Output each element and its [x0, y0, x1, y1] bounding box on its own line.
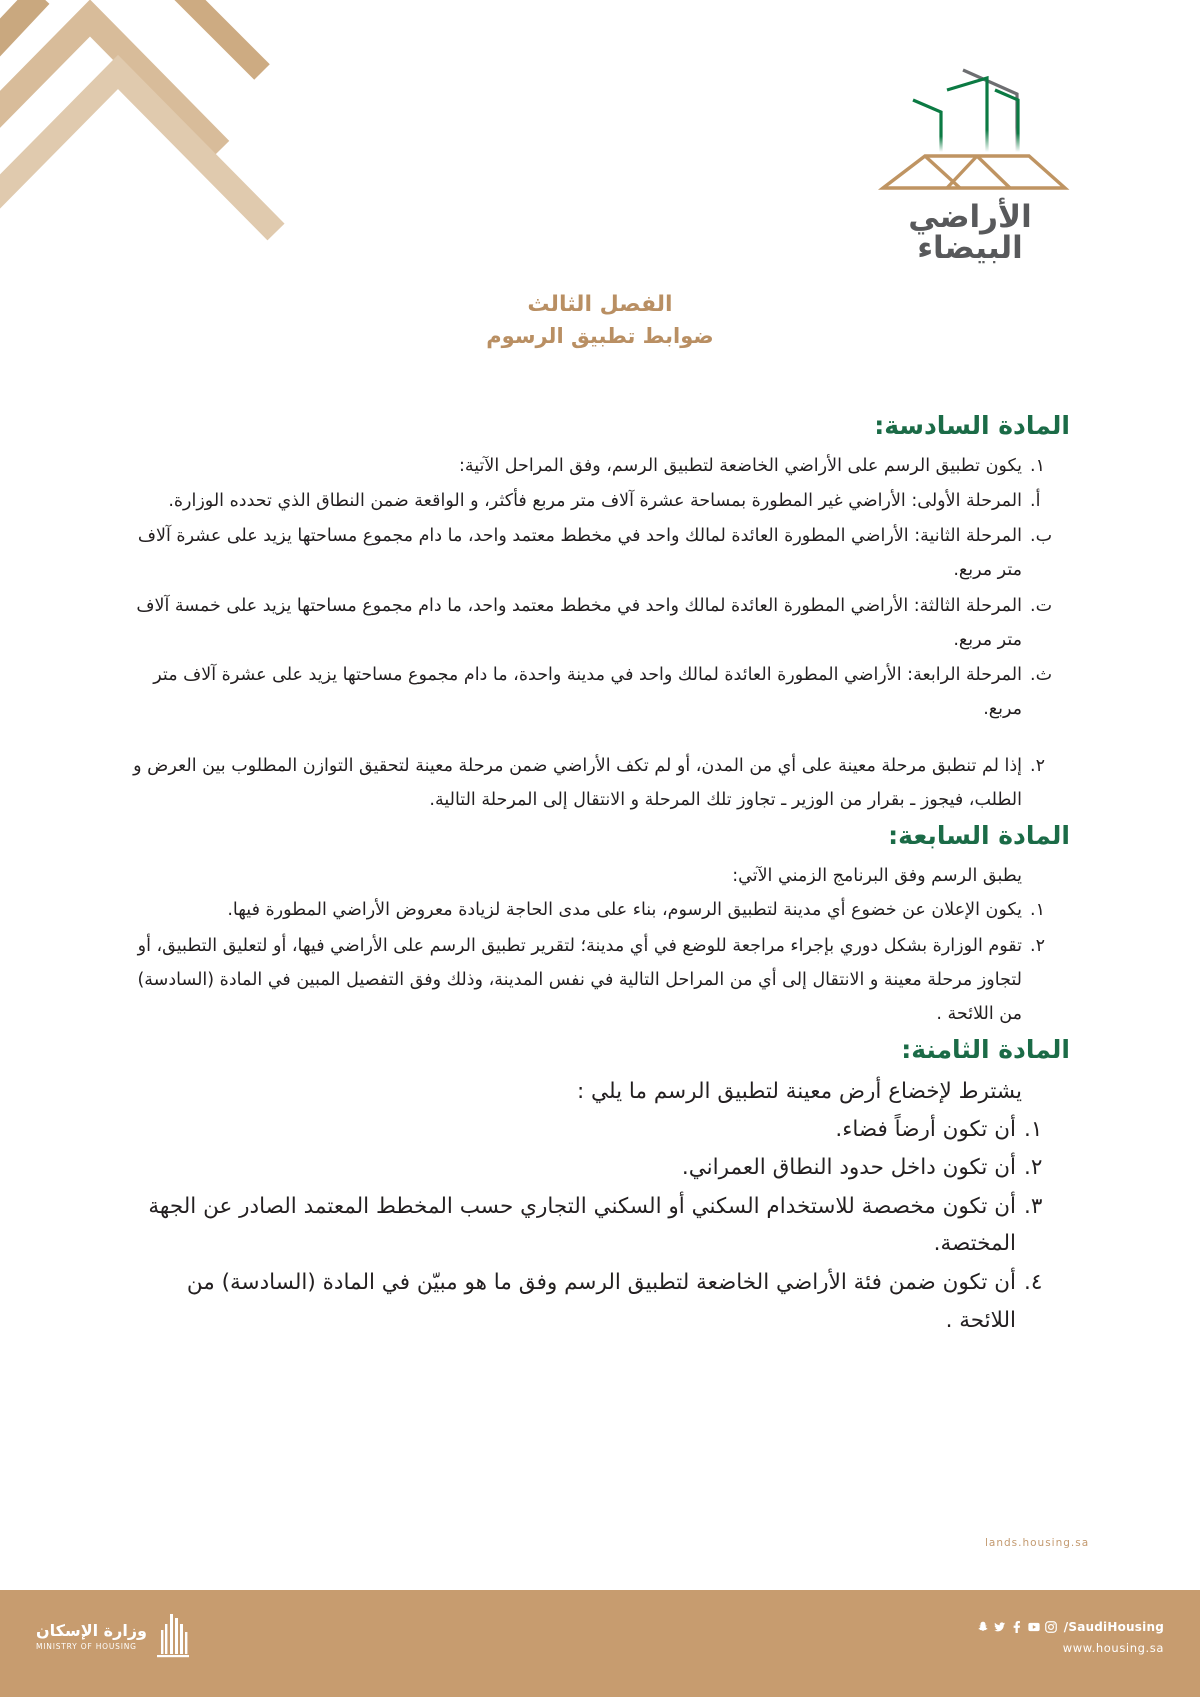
article-eight-list: [130, 1111, 1070, 1340]
list-text: يكون الإعلان عن خضوع أي مدينة لتطبيق الرسوم، بناء على مدى الحاجة لزيادة معروض الأراضي المطورة فيها.: [227, 900, 1022, 921]
article-eight-heading: المادة الثامنة:: [901, 1034, 1070, 1064]
ministry-building-icon: [156, 1612, 190, 1660]
white-lands-buildings-icon: [855, 60, 1085, 200]
list-text: إذا لم تنطبق مرحلة معينة على أي من المدن، أو لم تكف الأراضي ضمن مرحلة معينة لتحقيق التوازن المطلوب بين العرض و الطلب، فيجوز ـ بقرار من الوزير ـ تجاوز تلك المرحلة و الانتقال إلى المرحلة التالية.: [133, 756, 1022, 811]
ministry-of-housing-logo: [36, 1612, 190, 1660]
list-marker: ب.: [1030, 526, 1053, 547]
chapter-title: الفصل الثالث: [527, 292, 673, 317]
list-text: المرحلة الرابعة: الأراضي المطورة العائدة لمالك واحد في مدينة واحدة، ما دام مجموع مساحتها يزيد على عشرة آلاف متر مربع.: [153, 664, 1022, 719]
footer-website[interactable]: www.housing.sa: [1062, 1641, 1164, 1655]
article-seven-list: [130, 893, 1070, 1031]
list-item: [130, 1149, 1070, 1187]
list-item: [130, 1188, 1070, 1263]
list-text: يكون تطبيق الرسم على الأراضي الخاضعة لتطبيق الرسم، وفق المراحل الآتية:: [458, 456, 1022, 476]
list-item: [130, 1111, 1070, 1149]
page-footer: [0, 1590, 1200, 1697]
list-text: أن تكون أرضاً فضاء.: [835, 1116, 1016, 1142]
list-marker: أ.: [1030, 491, 1041, 512]
social-icons-row: [977, 1620, 1164, 1634]
brand-name: الأراضي البيضاء: [908, 199, 1032, 266]
list-marker: ٤.: [1024, 1270, 1043, 1295]
list-text: أن تكون داخل حدود النطاق العمراني.: [681, 1155, 1016, 1181]
list-marker: ٢.: [1030, 935, 1045, 956]
ministry-name-ar: وزارة الإسكان: [36, 1620, 147, 1640]
list-marker: ت.: [1030, 595, 1053, 616]
ministry-text: [36, 1621, 147, 1652]
article-six: [130, 408, 1070, 817]
snapchat-icon[interactable]: [977, 1621, 989, 1633]
list-text: أن تكون ضمن فئة الأراضي الخاضعة لتطبيق الرسم وفق ما هو مبيّن في المادة (السادسة) من اللائحة .: [186, 1270, 1016, 1333]
document-body: [130, 408, 1070, 1340]
list-marker: ١.: [1030, 900, 1045, 921]
article-eight: [130, 1032, 1070, 1339]
list-item: [130, 658, 1070, 726]
list-item: [130, 929, 1070, 1031]
article-six-list: [130, 449, 1070, 817]
list-text: المرحلة الثالثة: الأراضي المطورة العائدة لمالك واحد في مخطط معتمد واحد، ما دام مجموع مساحتها يزيد على خمسة آلاف متر مربع.: [136, 595, 1022, 650]
list-marker: ١.: [1030, 456, 1045, 476]
brand-logo: [855, 60, 1085, 266]
paragraph-spacer: [130, 727, 1070, 749]
corner-chevron-decoration: [0, 0, 290, 290]
instagram-icon[interactable]: [1045, 1621, 1057, 1633]
list-item: [130, 484, 1070, 518]
list-text: أن تكون مخصصة للاستخدام السكني أو السكني التجاري حسب المخطط المعتمد الصادر عن الجهة المختصة.: [148, 1193, 1016, 1257]
list-item: [130, 519, 1070, 587]
facebook-icon[interactable]: [1011, 1621, 1023, 1633]
list-marker: ٣.: [1024, 1193, 1043, 1219]
article-eight-intro: يشترط لإخضاع أرض معينة لتطبيق الرسم ما يلي :: [576, 1078, 1022, 1104]
chapter-title-block: [0, 288, 1200, 353]
list-marker: ٢.: [1030, 756, 1045, 776]
youtube-icon[interactable]: [1028, 1621, 1040, 1633]
lands-site-url: lands.housing.sa: [985, 1537, 1090, 1549]
ministry-name-en: MINISTRY OF HOUSING: [36, 1641, 137, 1651]
social-handle[interactable]: /SaudiHousing: [1063, 1620, 1164, 1634]
list-item: [130, 449, 1070, 483]
list-item: [130, 589, 1070, 657]
article-seven-heading: المادة السابعة:: [888, 821, 1070, 851]
list-item: [130, 749, 1070, 817]
list-text: المرحلة الأولى: الأراضي غير المطورة بمساحة عشرة آلاف متر مربع فأكثر، و الواقعة ضمن النطاق الذي تحدده الوزارة.: [168, 491, 1022, 512]
list-text: تقوم الوزارة بشكل دوري بإجراء مراجعة للوضع في أي مدينة؛ لتقرير تطبيق الرسم على الأراضي فيها، أو لتعليق التطبيق، أو لتجاوز مرحلة معينة و الانتقال إلى أي من المراحل التالية في نفس المدينة، وذلك وفق التفصيل المبين في المادة (السادسة) من اللائحة .: [137, 935, 1022, 1024]
list-marker: ث.: [1030, 664, 1053, 685]
list-item: [130, 1264, 1070, 1339]
list-marker: ٢.: [1024, 1155, 1043, 1181]
article-seven-intro: يطبق الرسم وفق البرنامج الزمني الآتي:: [732, 866, 1022, 887]
twitter-icon[interactable]: [994, 1621, 1006, 1633]
footer-social-block: [977, 1620, 1164, 1655]
article-seven: [130, 818, 1070, 1031]
chapter-subtitle: ضوابط تطبيق الرسوم: [486, 324, 714, 348]
list-item: [130, 893, 1070, 927]
article-six-heading: المادة السادسة:: [874, 411, 1070, 440]
list-text: المرحلة الثانية: الأراضي المطورة العائدة لمالك واحد في مخطط معتمد واحد، ما دام مجموع مساحتها يزيد على عشرة آلاف متر مربع.: [137, 526, 1022, 581]
list-marker: ١.: [1024, 1116, 1043, 1142]
